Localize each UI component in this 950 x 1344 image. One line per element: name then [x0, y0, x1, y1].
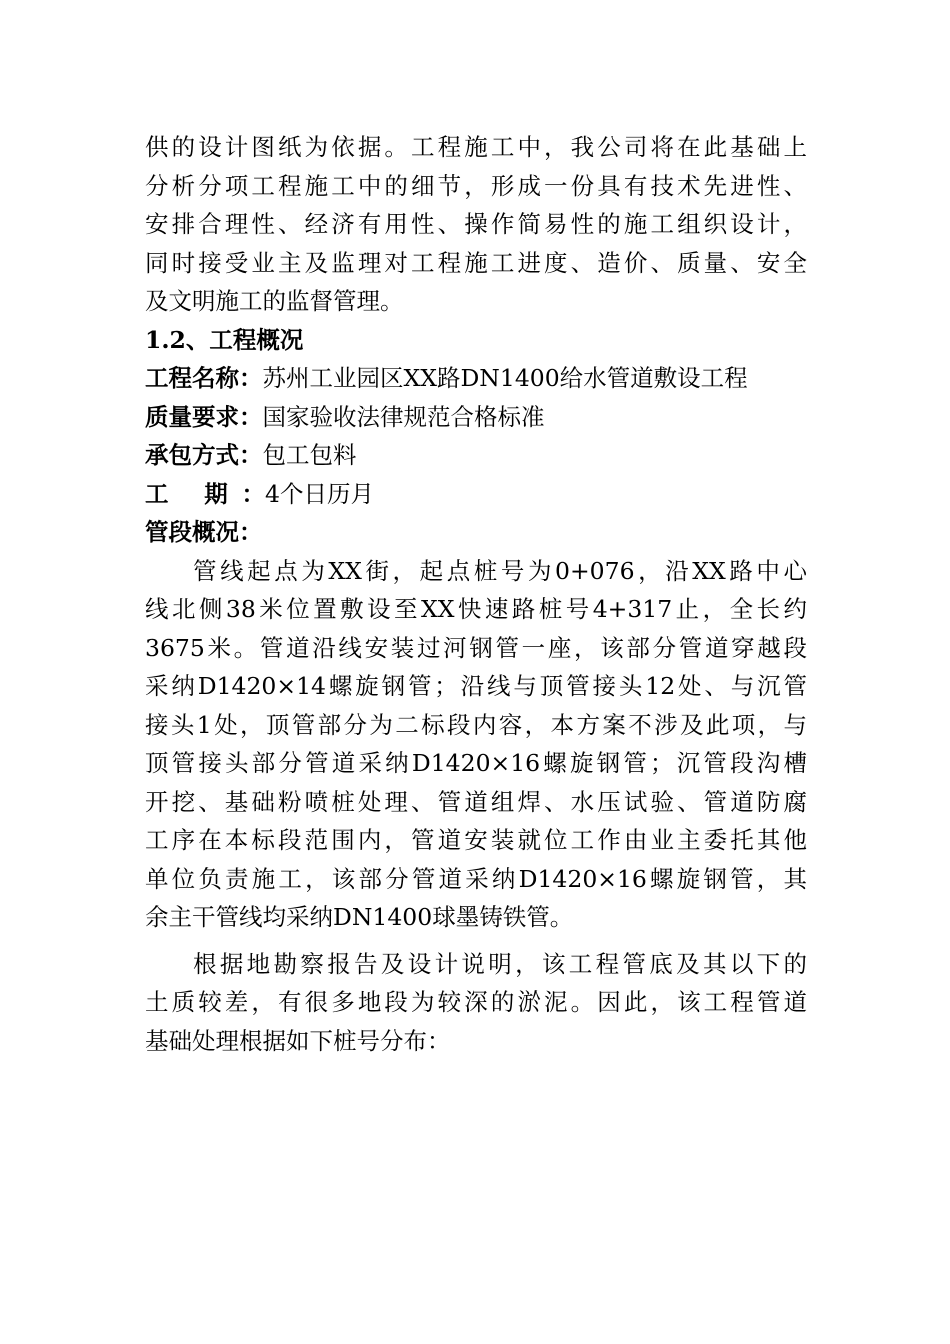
text-line: 供的设计图纸为依据。工程施工中，我公司将在此基础上 [145, 133, 807, 161]
soil-paragraph [145, 945, 807, 1061]
pipe-section-paragraph [145, 552, 807, 937]
quality-value: 国家验收法律规范合格标准 [262, 402, 545, 431]
section-heading: 1.2、工程概况 [145, 325, 304, 354]
project-name-value: 苏州工业园区XX路DN1400给水管道敷设工程 [262, 364, 748, 392]
quality-label: 质量要求： [145, 402, 263, 431]
text-line: 管线起点为XX街，起点桩号为0+076，沿XX路中心 [193, 556, 807, 585]
text-line: 基础处理根据如下桩号分布： [145, 1026, 451, 1055]
text-line: 工序在本标段范围内，管道安装就位工作由业主委托其他 [145, 826, 807, 854]
period-row [145, 475, 807, 514]
text-line: 单位负责施工，该部分管道采纳D1420×16螺旋钢管，其 [145, 864, 807, 893]
text-line: 开挖、基础粉喷桩处理、管道组焊、水压试验、管道防腐 [145, 787, 807, 816]
text-line: 余主干管线均采纳DN1400球墨铸铁管。 [145, 903, 574, 931]
document-page [145, 128, 807, 1060]
pipe-section-label: 管段概况： [145, 518, 263, 546]
project-name-row [145, 359, 807, 398]
text-line: 采纳D1420×14螺旋钢管；沿线与顶管接头12处、与沉管 [145, 672, 807, 700]
text-line: 及文明施工的监督管理。 [145, 287, 404, 315]
text-line: 接头1处，顶管部分为二标段内容，本方案不涉及此项，与 [145, 710, 807, 739]
project-name-label: 工程名称： [145, 364, 263, 392]
text-line: 根据地勘察报告及设计说明，该工程管底及其以下的 [193, 949, 807, 978]
contract-label: 承包方式： [145, 441, 263, 469]
contract-row [145, 436, 807, 475]
quality-row [145, 398, 807, 437]
text-line: 线北侧38米位置敷设至XX快速路桩号4+317止，全长约 [145, 595, 807, 623]
text-line: 顶管接头部分管道采纳D1420×16螺旋钢管；沉管段沟槽 [145, 749, 807, 777]
text-line: 3675米。管道沿线安装过河钢管一座，该部分管道穿越段 [145, 633, 807, 662]
text-line: 同时接受业主及监理对工程施工进度、造价、质量、安全 [145, 248, 807, 277]
text-line: 土质较差，有很多地段为较深的淤泥。因此，该工程管道 [145, 988, 807, 1016]
text-line: 安排合理性、经济有用性、操作简易性的施工组织设计， [145, 210, 807, 238]
period-value: 4个日历月 [265, 479, 374, 508]
period-label: 工 期： [145, 479, 265, 508]
contract-value: 包工包料 [262, 441, 357, 469]
intro-paragraph [145, 128, 807, 321]
text-line: 分析分项工程施工中的细节，形成一份具有技术先进性、 [145, 171, 807, 200]
